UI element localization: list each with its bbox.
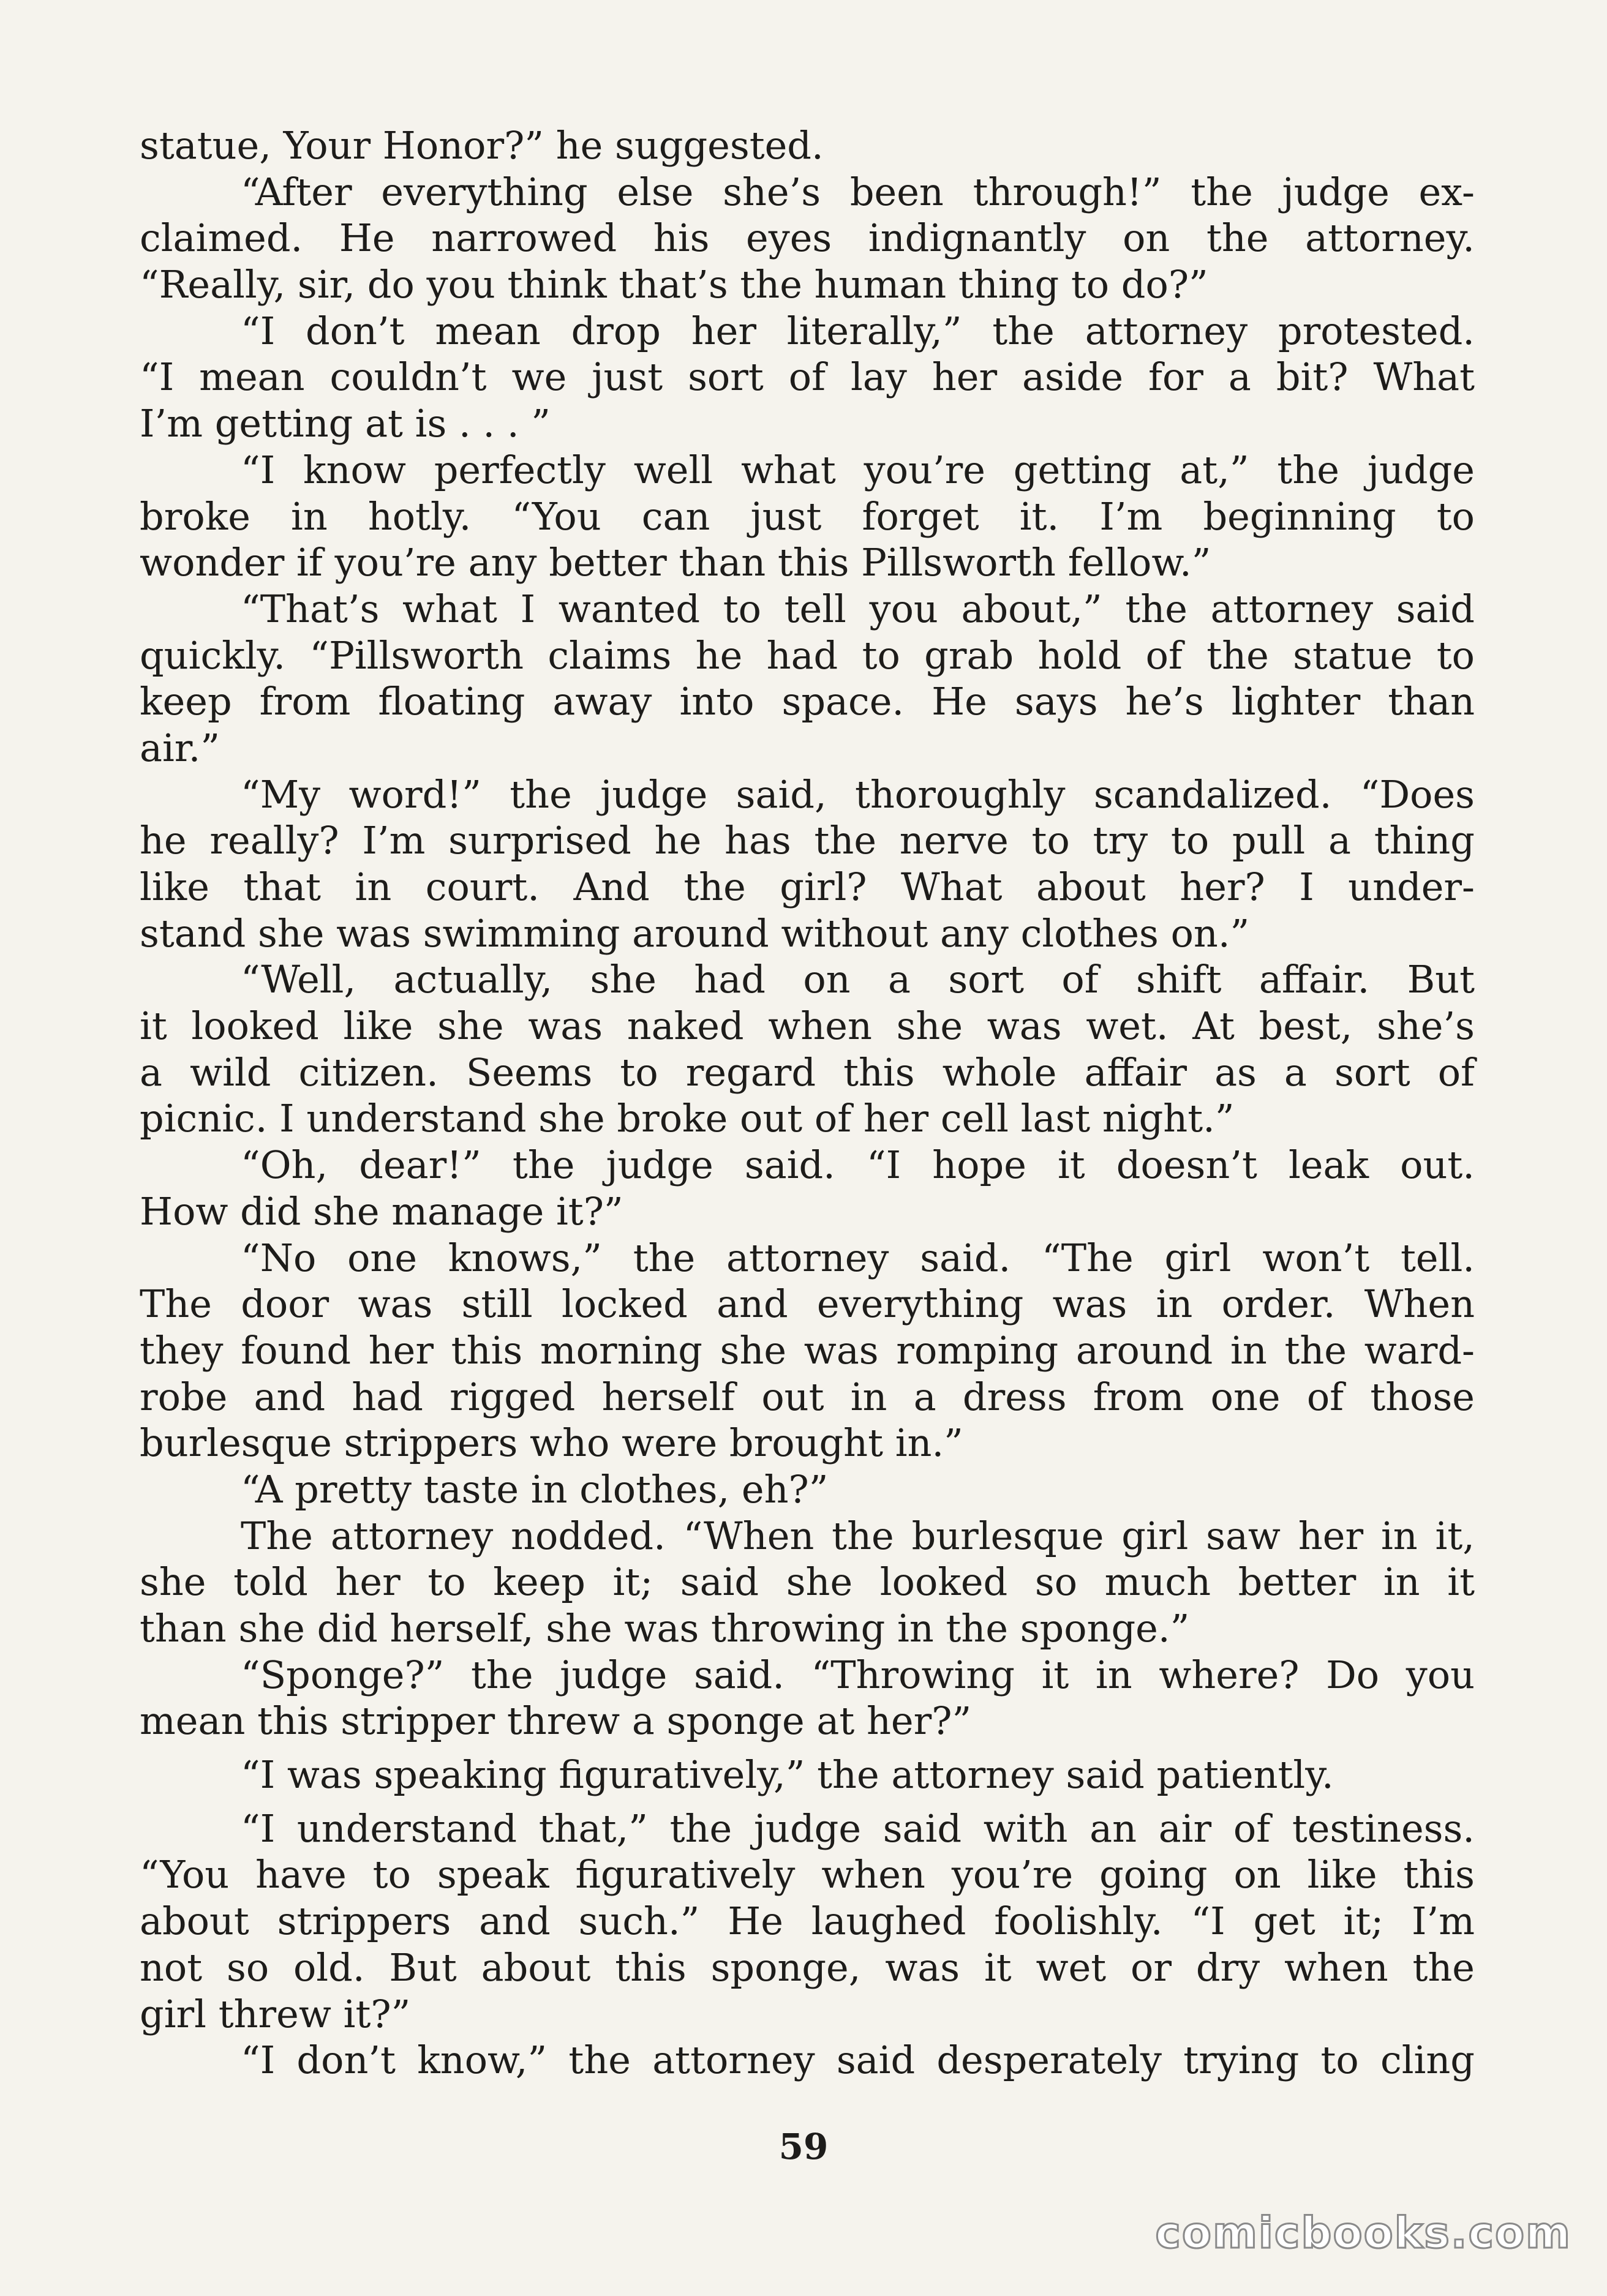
- text-line: he really? I’m surprised he has the nerve to try to pull a thing: [140, 818, 1475, 863]
- text-line: quickly. “Pillsworth claims he had to grab hold of the statue to: [140, 632, 1475, 678]
- text-line: “That’s what I wanted to tell you about,” the attorney said: [241, 586, 1475, 631]
- text-line: claimed. He narrowed his eyes indignantly on the attorney.: [140, 216, 1475, 261]
- text-line: not so old. But about this sponge, was it wet or dry when the: [140, 1945, 1475, 1990]
- text-line: “After everything else she’s been through!” the judge ex-: [241, 169, 1475, 214]
- text-line: broke in hotly. “You can just forget it. I’m beginning to: [140, 493, 1475, 539]
- text-line: she told her to keep it; said she looked so much better in it: [140, 1559, 1475, 1605]
- text-line: they found her this morning she was romping around in the ward-: [140, 1327, 1475, 1373]
- text-line: “I mean couldn’t we just sort of lay her aside for a bit? What: [140, 355, 1475, 400]
- text-line: “No one knows,” the attorney said. “The girl won’t tell.: [241, 1235, 1475, 1280]
- text-line: I’m getting at is . . . ”: [140, 401, 551, 446]
- text-line: “Sponge?” the judge said. “Throwing it in where? Do you: [241, 1652, 1475, 1697]
- text-line: it looked like she was naked when she was wet. At best, she’s: [140, 1004, 1475, 1049]
- text-line: “Well, actually, she had on a sort of shift affair. But: [241, 957, 1475, 1002]
- text-line: burlesque strippers who were brought in.”: [140, 1420, 963, 1466]
- text-line: about strippers and such.” He laughed foolishly. “I get it; I’m: [140, 1899, 1475, 1944]
- text-line: “My word!” the judge said, thoroughly scandalized. “Does: [241, 771, 1475, 817]
- text-line: keep from floating away into space. He says he’s lighter than: [140, 679, 1475, 724]
- text-line: “Oh, dear!” the judge said. “I hope it doesn’t leak out.: [241, 1142, 1475, 1188]
- text-line: “I don’t know,” the attorney said desperately trying to cling: [241, 2038, 1475, 2083]
- text-line: The attorney nodded. “When the burlesque girl saw her in it,: [241, 1513, 1475, 1558]
- text-line: “I was speaking figuratively,” the attorney said patiently.: [241, 1752, 1334, 1798]
- text-line: “You have to speak figuratively when you’re going on like this: [140, 1852, 1475, 1897]
- text-line: “I know perfectly well what you’re getting at,” the judge: [241, 447, 1475, 492]
- text-line: statue, Your Honor?” he suggested.: [140, 123, 824, 168]
- text-line: “A pretty taste in clothes, eh?”: [241, 1466, 829, 1512]
- text-line: wonder if you’re any better than this Pillsworth fellow.”: [140, 540, 1211, 585]
- text-line: “Really, sir, do you think that’s the human thing to do?”: [140, 262, 1208, 307]
- text-line: picnic. I understand she broke out of her cell last night.”: [140, 1096, 1235, 1141]
- text-line: air.”: [140, 725, 220, 770]
- text-line: mean this stripper threw a sponge at her?”: [140, 1698, 972, 1744]
- text-line: How did she manage it?”: [140, 1188, 623, 1234]
- text-line: like that in court. And the girl? What about her? I under-: [140, 865, 1475, 909]
- text-line: a wild citizen. Seems to regard this whole affair as a sort of: [140, 1049, 1475, 1095]
- text-line: The door was still locked and everything was in order. When: [140, 1281, 1475, 1327]
- page-number: 59: [778, 2126, 829, 2167]
- body-text: [140, 122, 1475, 2084]
- text-line: than she did herself, she was throwing in the sponge.”: [140, 1606, 1190, 1651]
- text-line: “I understand that,” the judge said with an air of testiness.: [241, 1806, 1475, 1851]
- watermark-logo: comicbooks.com: [1155, 2208, 1571, 2258]
- text-line: “I don’t mean drop her literally,” the attorney protested.: [241, 308, 1475, 353]
- text-line: girl threw it?”: [140, 1991, 411, 2036]
- text-line: robe and had rigged herself out in a dress from one of those: [140, 1374, 1475, 1419]
- text-line: stand she was swimming around without any clothes on.”: [140, 910, 1250, 956]
